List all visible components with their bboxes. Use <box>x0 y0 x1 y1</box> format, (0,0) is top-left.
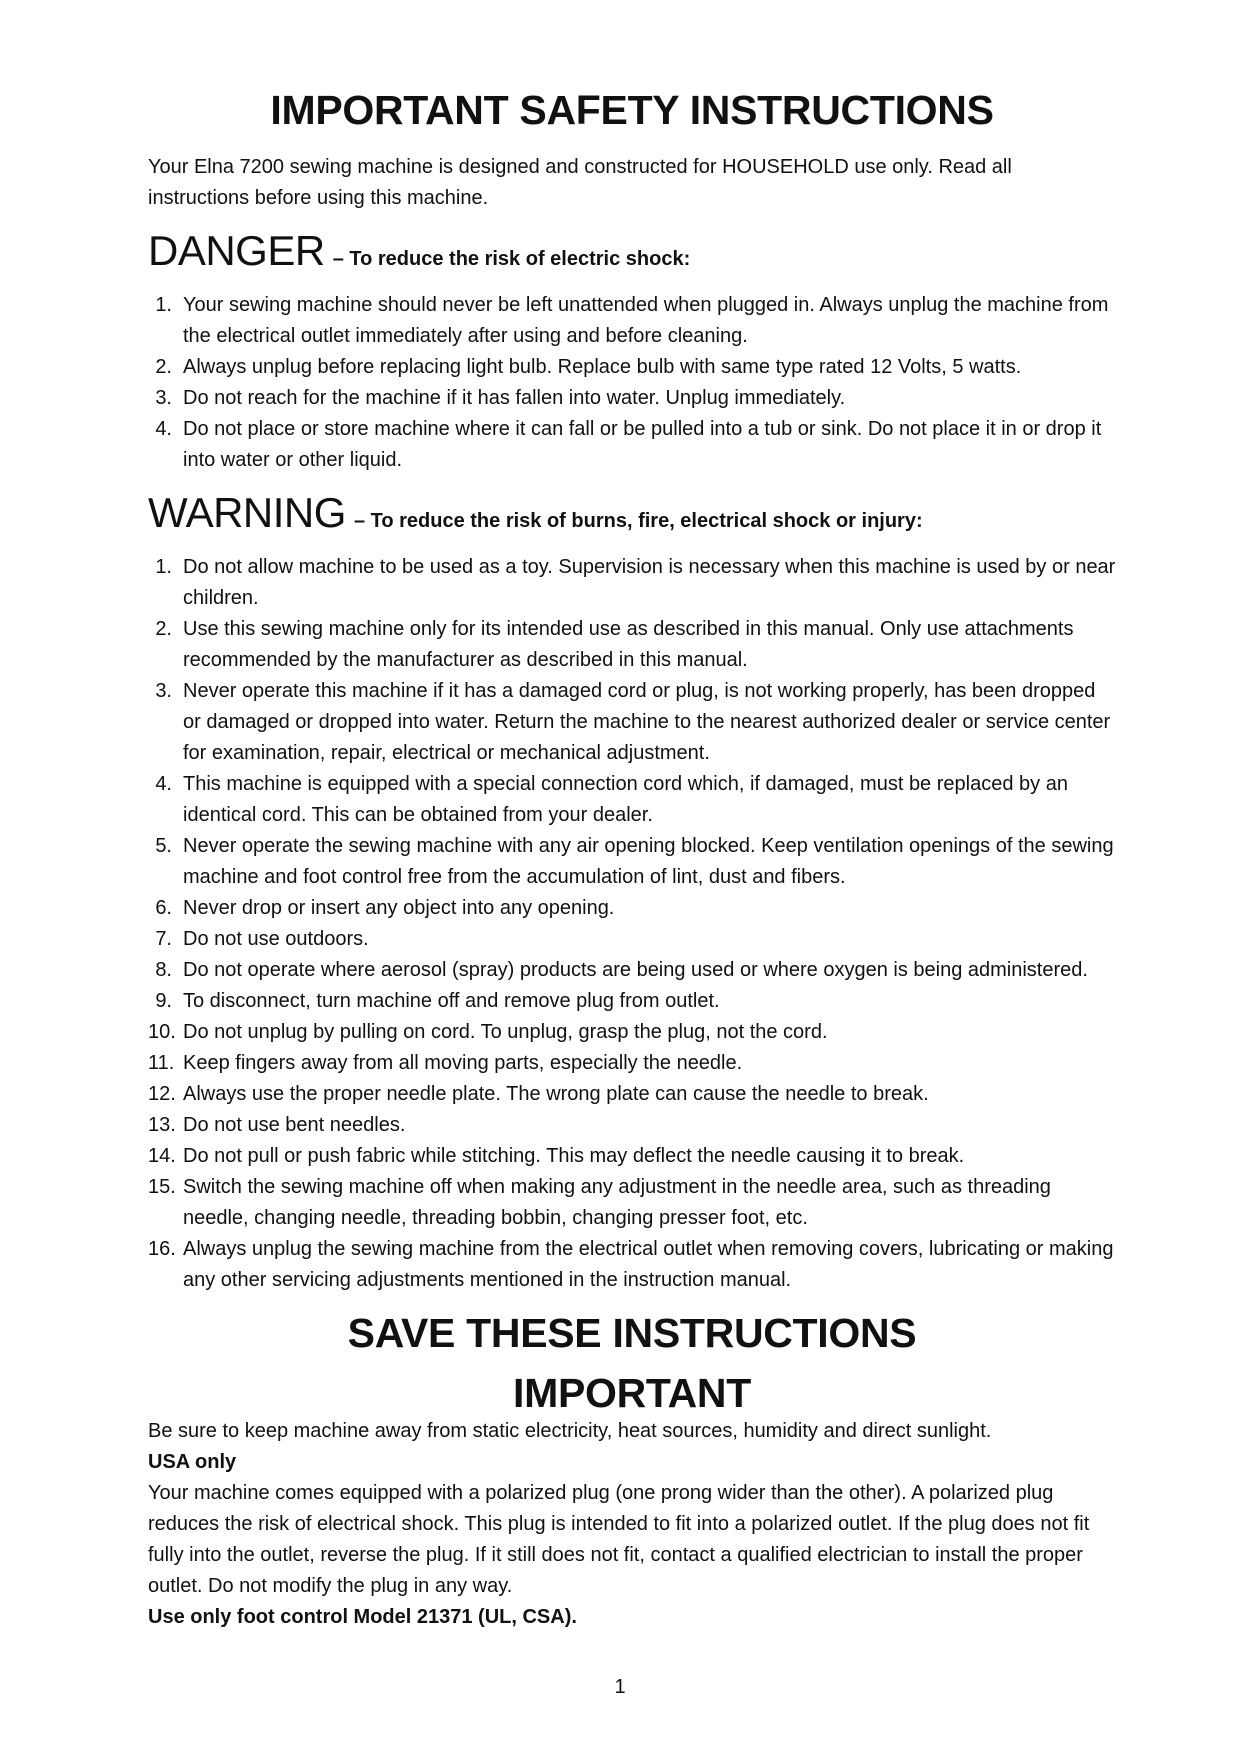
list-item-text: Do not place or store machine where it can fall or be pulled into a tub or sink. Do not place it in or drop it into water or other liquid. <box>183 418 1102 471</box>
list-item-text: Always unplug before replacing light bulb. Replace bulb with same type rated 12 Volts, 5 watts. <box>183 356 1022 378</box>
list-item-text: Never operate this machine if it has a damaged cord or plug, is not working properly, has been dropped or damaged or dropped into water. Return the machine to the nearest authorized dealer or service center for examination, repair, electrical or mechanical adjustment. <box>183 680 1111 764</box>
list-item-number: 9. <box>155 990 172 1012</box>
list-item-text: Do not pull or push fabric while stitching. This may deflect the needle causing it to break. <box>183 1145 965 1167</box>
list-item <box>148 1079 1116 1110</box>
list-item <box>148 1172 1116 1234</box>
list-item-text: Never operate the sewing machine with any air opening blocked. Keep ventilation openings of the sewing machine and foot control free from the accumulation of lint, dust and fibers. <box>183 835 1114 888</box>
list-item-text: Always unplug the sewing machine from the electrical outlet when removing covers, lubricating or making any other servicing adjustments mentioned in the instruction manual. <box>183 1238 1114 1291</box>
page-number: 1 <box>614 1676 626 1698</box>
usa-paragraph: Your machine comes equipped with a polarized plug (one prong wider than the other). A polarized plug reduces the risk of electrical shock. This plug is intended to fit into a polarized outlet. If the plug does not fit fully into the outlet, reverse the plug. If it still does not fit, contact a qualified electrician to install the proper outlet. Do not modify the plug in any way. <box>148 1482 1090 1597</box>
list-item <box>148 955 1116 986</box>
list-item-number: 10. <box>148 1021 176 1043</box>
usa-label: USA only <box>148 1451 237 1473</box>
list-item-number: 14. <box>148 1145 176 1167</box>
list-item-text: Do not operate where aerosol (spray) products are being used or where oxygen is being administered. <box>183 959 1088 981</box>
list-item-number: 8. <box>155 959 172 981</box>
list-item <box>148 1234 1116 1296</box>
list-item-number: 5. <box>155 835 172 857</box>
list-item-number: 3. <box>155 387 172 409</box>
list-item-text: Keep fingers away from all moving parts, especially the needle. <box>183 1052 743 1074</box>
list-item-number: 11. <box>148 1052 175 1074</box>
list-item <box>148 831 1116 893</box>
list-item <box>148 1017 1116 1048</box>
list-item-text: Do not reach for the machine if it has fallen into water. Unplug immediately. <box>183 387 846 409</box>
list-item-text: Use this sewing machine only for its intended use as described in this manual. Only use attachments recommended by the manufacturer as described in this manual. <box>183 618 1074 671</box>
important-paragraph: Be sure to keep machine away from static electricity, heat sources, humidity and direct sunlight. <box>148 1420 992 1442</box>
intro-paragraph: Your Elna 7200 sewing machine is designed and constructed for HOUSEHOLD use only. Read all instructions before using this machine. <box>148 156 1012 209</box>
list-item <box>148 769 1116 831</box>
list-item <box>148 352 1116 383</box>
list-item-number: 1. <box>155 294 172 316</box>
warning-list <box>148 552 1116 1296</box>
list-item-number: 2. <box>155 618 172 640</box>
list-item-text: Do not use bent needles. <box>183 1114 406 1136</box>
list-item-text: Always use the proper needle plate. The wrong plate can cause the needle to break. <box>183 1083 929 1105</box>
danger-list <box>148 290 1116 476</box>
list-item <box>148 383 1116 414</box>
warning-subheading: – To reduce the risk of burns, fire, electrical shock or injury: <box>353 510 923 532</box>
document-page <box>148 88 1116 1633</box>
important-heading: IMPORTANT <box>513 1370 751 1416</box>
list-item-text: Do not allow machine to be used as a toy. Supervision is necessary when this machine is used by or near children. <box>183 556 1116 609</box>
list-item-text: This machine is equipped with a special connection cord which, if damaged, must be replaced by an identical cord. This can be obtained from your dealer. <box>183 773 1068 826</box>
list-item <box>148 1110 1116 1141</box>
list-item-text: Switch the sewing machine off when making any adjustment in the needle area, such as threading needle, changing needle, threading bobbin, changing presser foot, etc. <box>183 1176 1051 1229</box>
list-item <box>148 290 1116 352</box>
danger-subheading: – To reduce the risk of electric shock: <box>332 248 691 270</box>
warning-label: WARNING <box>148 489 346 536</box>
warning-heading <box>148 490 1116 546</box>
list-item <box>148 414 1116 476</box>
list-item <box>148 893 1116 924</box>
list-item-text: To disconnect, turn machine off and remove plug from outlet. <box>183 990 720 1012</box>
list-item-number: 4. <box>155 773 172 795</box>
list-item-text: Your sewing machine should never be left unattended when plugged in. Always unplug the machine from the electrical outlet immediately after using and before cleaning. <box>183 294 1109 347</box>
foot-control-note: Use only foot control Model 21371 (UL, CSA). <box>148 1606 577 1628</box>
list-item-text: Do not unplug by pulling on cord. To unplug, grasp the plug, not the cord. <box>183 1021 828 1043</box>
list-item-number: 3. <box>155 680 172 702</box>
list-item-number: 15. <box>148 1176 176 1198</box>
list-item-text: Never drop or insert any object into any opening. <box>183 897 615 919</box>
list-item <box>148 614 1116 676</box>
list-item-number: 7. <box>155 928 172 950</box>
list-item <box>148 1141 1116 1172</box>
danger-heading <box>148 228 1116 284</box>
danger-label: DANGER <box>148 227 325 274</box>
list-item-number: 1. <box>155 556 172 578</box>
list-item-number: 12. <box>148 1083 176 1105</box>
list-item-number: 16. <box>148 1238 176 1260</box>
list-item <box>148 676 1116 769</box>
list-item <box>148 924 1116 955</box>
list-item-number: 2. <box>155 356 172 378</box>
list-item <box>148 1048 1116 1079</box>
save-heading: SAVE THESE INSTRUCTIONS <box>347 1310 917 1356</box>
list-item-number: 4. <box>155 418 172 440</box>
page-title: IMPORTANT SAFETY INSTRUCTIONS <box>270 87 994 133</box>
list-item-number: 13. <box>148 1114 176 1136</box>
list-item <box>148 986 1116 1017</box>
list-item-text: Do not use outdoors. <box>183 928 369 950</box>
list-item-number: 6. <box>155 897 172 919</box>
list-item <box>148 552 1116 614</box>
